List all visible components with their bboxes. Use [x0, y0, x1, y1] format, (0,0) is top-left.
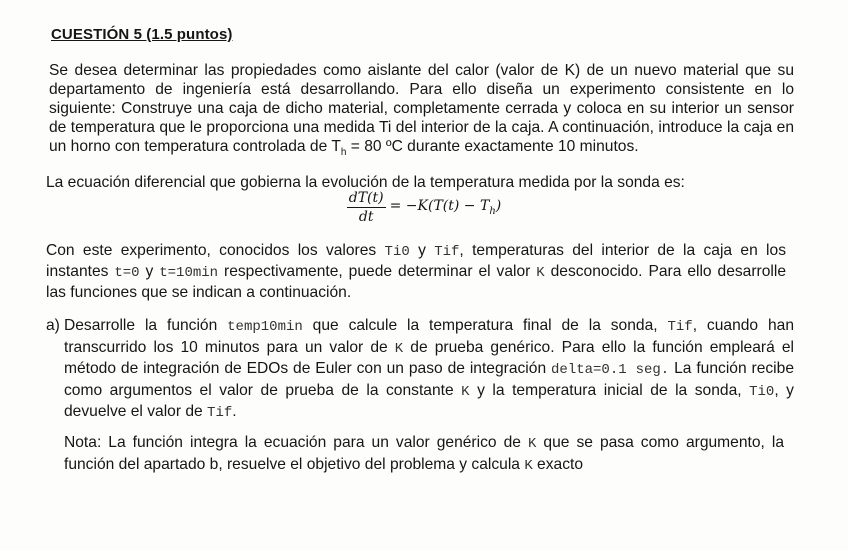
item-a-body — [64, 316, 794, 424]
code-t10min: t=10min — [159, 265, 219, 281]
item-a-text-6: y la temperatura inicial de la sonda, — [469, 381, 750, 399]
intro-paragraph — [49, 61, 794, 162]
experiment-text-3: , temperaturas del interior de la caja en los instantes — [46, 242, 786, 280]
code-k: K — [536, 265, 545, 281]
oven-temp-subscript: h — [340, 147, 347, 159]
derivative-fraction — [347, 190, 386, 225]
item-a-text-8: . — [232, 403, 237, 420]
item-a-text-2: que calcule la temperatura final de la sonda, — [302, 317, 668, 334]
experiment-text-2: y — [409, 242, 435, 259]
note-text-3: exacto — [532, 455, 583, 473]
equation-rhs-close: ) — [495, 198, 502, 215]
note-text-1: Nota: La función integra la ecuación para un valor genérico de — [64, 434, 528, 451]
item-a-marker: a) — [46, 317, 60, 334]
experiment-text-5: respectivamente, puede determinar el valor — [218, 263, 537, 280]
fraction-denominator: dt — [358, 209, 374, 225]
code-k: K — [527, 436, 537, 452]
code-ti0: Ti0 — [384, 244, 410, 260]
equation-rhs — [389, 198, 502, 217]
code-t0: t=0 — [114, 265, 140, 281]
code-k: K — [461, 383, 470, 400]
item-a-text-7: , y devuelve el valor de — [64, 381, 794, 420]
code-k: K — [524, 457, 533, 474]
code-delta: delta=0.1 seg. — [551, 362, 670, 378]
experiment-text-4: y — [139, 263, 160, 280]
code-temp10min: temp10min — [227, 319, 303, 335]
experiment-text-6: desconocido. Para ello desarrolle las funciones que se indican a continuación. — [46, 263, 786, 301]
note-text-2: que se pasa como argumento, la función del apartado b, resuelve el objetivo del problema y calcula — [64, 434, 784, 473]
item-a-text-5: La función recibe como argumentos el valor de prueba de la constante — [64, 360, 794, 399]
oven-temp-symbol: T — [331, 138, 341, 155]
experiment-paragraph — [46, 241, 786, 302]
code-tif: Tif — [434, 244, 460, 260]
question-title: CUESTIÓN 5 (1.5 puntos) — [51, 26, 233, 43]
experiment-text-1: Con este experimento, conocidos los valores — [46, 242, 385, 259]
equation-intro: La ecuación diferencial que gobierna la evolución de la temperatura medida por la sonda es: — [46, 174, 685, 191]
fraction-numerator: dT(t) — [348, 190, 384, 206]
code-k: K — [394, 340, 404, 357]
item-a-text-1: Desarrolle la función — [64, 317, 228, 334]
intro-tail: = 80 ºC durante exactamente 10 minutos. — [346, 138, 639, 155]
item-a-text-4: de prueba genérico. Para ello la función empleará el método de integración de EDOs de Euler con un paso de integración — [64, 338, 794, 377]
intro-text: Se desea determinar las propiedades como aislante del calor (valor de K) de un nuevo material que su departamento de ingeniería está desarrollando. Para ello diseña un experimento consistente en lo siguiente: Construye una caja de dicho material, completamente cerrada y coloca en su interior un sensor de temperatura que le proporciona una medida Ti del interior de la caja. A continuación, introduce la caja en un horno con temperatura controlada de — [49, 62, 794, 155]
equation-rhs-main: = −K(T(t) − T — [389, 198, 490, 215]
note-paragraph — [64, 433, 784, 476]
code-ti0: Ti0 — [749, 383, 775, 400]
item-a-text-3: , cuando han transcurrido los 10 minutos para un valor de — [64, 317, 794, 356]
code-tif: Tif — [667, 319, 693, 335]
equation-rhs-subscript: h — [489, 205, 496, 217]
item-a — [46, 316, 794, 424]
differential-equation — [0, 190, 848, 232]
code-tif: Tif — [207, 405, 233, 421]
